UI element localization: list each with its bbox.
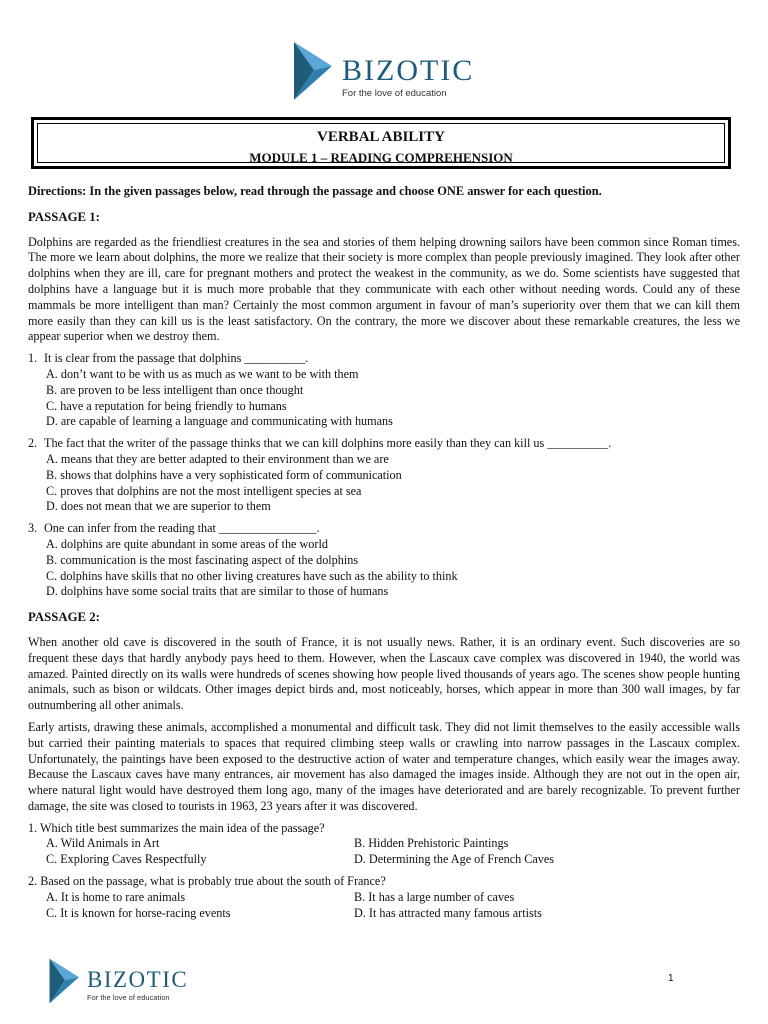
passage-2-question-1: [28, 821, 740, 868]
answer-option: B. are proven to be less intelligent than once thought: [46, 382, 304, 397]
answer-option: C. have a reputation for being friendly to humans: [46, 398, 287, 413]
brand-logo-footer: [48, 956, 198, 1012]
document-body: [28, 184, 740, 921]
answer-option: D. does not mean that we are superior to them: [46, 499, 271, 514]
answer-option: B. communication is the most fascinating aspect of the dolphins: [46, 552, 359, 567]
logo-chevron-icon: [48, 956, 82, 1006]
question-number: 2.: [28, 436, 38, 451]
answer-option: D. dolphins have some social traits that are similar to those of humans: [46, 584, 389, 599]
question-stem: One can infer from the reading that ________________.: [44, 521, 320, 536]
answer-option: A. Wild Animals in Art: [46, 836, 160, 851]
answer-option: B. It has a large number of caves: [354, 889, 515, 904]
passage-1-question-2: [28, 436, 740, 515]
passage-1-question-3: [28, 521, 740, 600]
page-title: VERBAL ABILITY: [317, 129, 445, 145]
answer-option: B. shows that dolphins have a very sophisticated form of communication: [46, 467, 402, 482]
passage-2-question-2: [28, 874, 740, 921]
passage-2-heading: PASSAGE 2:: [28, 610, 100, 625]
answer-option: D. It has attracted many famous artists: [354, 905, 542, 920]
brand-tagline: For the love of education: [87, 993, 170, 1002]
question-stem: It is clear from the passage that dolphins __________.: [44, 351, 309, 366]
question-stem: The fact that the writer of the passage thinks that we can kill dolphins more easily than they can kill us __________.: [44, 436, 612, 451]
answer-option: C. It is known for horse-racing events: [46, 905, 231, 920]
title-box: [31, 117, 731, 169]
question-number: 1.: [28, 351, 38, 366]
answer-option: C. Exploring Caves Respectfully: [46, 852, 207, 867]
answer-option: C. dolphins have skills that no other living creatures have such as the ability to think: [46, 568, 458, 583]
question-number: 3.: [28, 521, 38, 536]
brand-logo-header: [292, 40, 482, 110]
answer-option: D. are capable of learning a language and communicating with humans: [46, 414, 393, 429]
passage-1-question-1: [28, 351, 740, 430]
answer-option: C. proves that dolphins are not the most intelligent species at sea: [46, 483, 362, 498]
answer-option: A. means that they are better adapted to their environment than we are: [46, 451, 389, 466]
passage-2-text-1: When another old cave is discovered in the south of France, it is not usually news. Rather, it is an ordinary event. Such discoveries are so frequent these days that hardly anybody pays heed to them. However, when the Lascaux cave complex was discovered in 1940, the world was amazed. Painted directly on its walls were hundreds of scenes showing how people lived thousands of years ago. The scenes show people hunting animals, such as bison or wildcats. Other images depict birds and, most noticeably, horses, which appear in more than 300 wall images, by far outnumbering all other animals.: [28, 634, 740, 713]
logo-chevron-icon: [292, 40, 336, 102]
answer-option: D. Determining the Age of French Caves: [354, 852, 555, 867]
passage-1-text: Dolphins are regarded as the friendliest creatures in the sea and stories of them helping drowning sailors have been common since Roman times. The more we learn about dolphins, the more we realize that their society is more complex than people previously imagined. They look after other dolphins when they are ill, care for pregnant mothers and protect the weakest in the community, as we do. Some scientists have suggested that dolphins have a language but it is much more probable that they communicate with each other without needing words. Could any of these mammals be more intelligent than man? Certainly the most common argument in favour of man’s superiority over them that we can kill them more easily than they can kill us is the least satisfactory. On the contrary, the more we discover about these remarkable creatures, the less we appear superior when we destroy them.: [28, 234, 740, 344]
passage-2-text-2: Early artists, drawing these animals, accomplished a monumental and difficult task. They did not limit themselves to the easily accessible walls but carried their painting materials to spaces that required climbing steep walls or crawling into narrow passages in the Lascaux complex. Unfortunately, the paintings have been exposed to the destructive action of water and temperature changes, which easily wear the images away. Because the Lascaux caves have many entrances, air movement has also damaged the images inside. Although they are not out in the open air, where natural light would have destroyed them long ago, many of the images have deteriorated and are barely recognizable. To prevent further damage, the site was closed to tourists in 1963, 23 years after it was discovered.: [28, 719, 740, 813]
page-subtitle: MODULE 1 – READING COMPREHENSION: [249, 150, 513, 165]
answer-option: A. dolphins are quite abundant in some areas of the world: [46, 536, 328, 551]
answer-option: A. don’t want to be with us as much as we want to be with them: [46, 366, 359, 381]
page-number: 1: [668, 973, 674, 984]
passage-1-heading: PASSAGE 1:: [28, 209, 100, 224]
brand-name: BIZOTIC: [342, 54, 475, 87]
question-stem: 1. Which title best summarizes the main idea of the passage?: [28, 820, 325, 835]
brand-tagline: For the love of education: [342, 88, 447, 99]
answer-option: B. Hidden Prehistoric Paintings: [354, 836, 509, 851]
brand-name: BIZOTIC: [87, 967, 189, 992]
answer-option: A. It is home to rare animals: [46, 889, 186, 904]
directions: Directions: In the given passages below, read through the passage and choose ONE answer for each question.: [28, 184, 602, 198]
question-stem: 2. Based on the passage, what is probably true about the south of France?: [28, 874, 386, 889]
